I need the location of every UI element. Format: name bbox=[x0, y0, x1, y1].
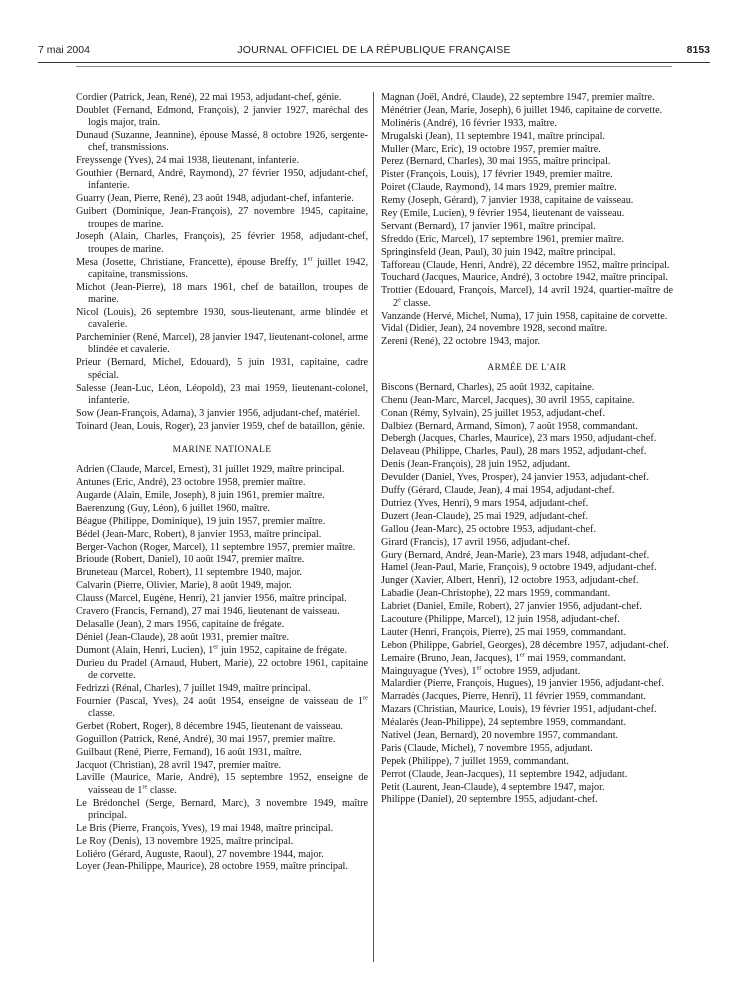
list-item: Calvarin (Pierre, Olivier, Marie), 8 août 1949, major. bbox=[76, 580, 292, 592]
list-item: Le Roy (Denis), 13 novembre 1925, maître principal. bbox=[76, 835, 294, 847]
list-item: Toinard (Jean, Louis, Roger), 23 janvier 1959, chef de bataillon, génie. bbox=[76, 420, 365, 432]
list-item: Sow (Jean-François, Adama), 3 janvier 1956, adjudant-chef, matériel. bbox=[76, 407, 361, 419]
header-subrule bbox=[76, 66, 672, 67]
list-item: Lauter (Henri, François, Pierre), 25 mai 1959, commandant. bbox=[381, 626, 626, 638]
list-item: Loyer (Jean-Philippe, Maurice), 28 octobre 1959, maître principal. bbox=[76, 861, 348, 873]
list-item: Salesse (Jean-Luc, Léon, Léopold), 23 mai 1959, lieutenant-colonel, infanterie. bbox=[76, 382, 368, 406]
list-item: Dunaud (Suzanne, Jeannine), épouse Massé, 8 octobre 1926, sergente-chef, transmissions. bbox=[76, 130, 368, 154]
list-item: Gerbet (Robert, Roger), 8 décembre 1945, lieutenant de vaisseau. bbox=[76, 720, 344, 732]
list-item: Philippe (Daniel), 20 septembre 1955, adjudant-chef. bbox=[381, 794, 598, 806]
list-item: Poiret (Claude, Raymond), 14 mars 1929, premier maître. bbox=[381, 182, 617, 194]
list-item: Molinéris (André), 16 février 1933, maître. bbox=[381, 117, 557, 129]
list-item: Bédel (Jean-Marc, Robert), 8 janvier 1953, maître principal. bbox=[76, 528, 322, 540]
list-item: Malardier (Pierre, François, Hugues), 19 janvier 1956, adjudant-chef. bbox=[381, 678, 664, 690]
list-item: Michot (Jean-Pierre), 18 mars 1961, chef de bataillon, troupes de marine. bbox=[76, 281, 368, 306]
list-item: Rey (Emile, Lucien), 9 février 1954, lieutenant de vaisseau. bbox=[381, 208, 625, 220]
air-entries-list bbox=[381, 382, 673, 807]
list-item: Doublet (Fernand, Edmond, François), 2 janvier 1927, maréchal des logis major, train. bbox=[76, 104, 368, 129]
list-item: Duzert (Jean-Claude), 25 mai 1929, adjudant-chef. bbox=[381, 510, 589, 522]
list-item: Biscons (Bernard, Charles), 25 août 1932, capitaine. bbox=[381, 381, 595, 393]
list-item: Brioude (Robert, Daniel), 10 août 1947, premier maître. bbox=[76, 554, 305, 566]
list-item: Fedrizzi (Rénal, Charles), 7 juillet 1949, maître principal. bbox=[76, 682, 311, 694]
list-item: Lebon (Philippe, Gabriel, Georges), 28 décembre 1957, adjudant-chef. bbox=[381, 639, 669, 651]
header-title: JOURNAL OFFICIEL DE LA RÉPUBLIQUE FRANÇAISE bbox=[237, 44, 511, 56]
list-item: Springinsfeld (Jean, Paul), 30 juin 1942, maître principal. bbox=[381, 246, 616, 258]
list-item: Dumont (Alain, Henri, Lucien), 1er juin 1952, capitaine de frégate. bbox=[76, 643, 347, 656]
list-item: Hamel (Jean-Paul, Marie, François), 9 octobre 1949, adjudant-chef. bbox=[381, 562, 657, 574]
list-item: Delasalle (Jean), 2 mars 1956, capitaine de frégate. bbox=[76, 618, 285, 630]
list-item: Guilbaut (René, Pierre, Fernand), 16 août 1931, maître. bbox=[76, 746, 302, 758]
list-item: Trottier (Edouard, François, Marcel), 14 avril 1924, quartier-maître de 2e classe. bbox=[381, 285, 673, 309]
list-item: Paris (Claude, Michel), 7 novembre 1955, adjudant. bbox=[381, 742, 593, 754]
list-item: Adrien (Claude, Marcel, Ernest), 31 juillet 1929, maître principal. bbox=[76, 464, 345, 476]
list-item: Prieur (Bernard, Michel, Edouard), 5 juin 1931, capitaine, cadre spécial. bbox=[76, 357, 368, 381]
list-item: Déniel (Jean-Claude), 28 août 1931, premier maître. bbox=[76, 631, 290, 643]
list-item: Gallou (Jean-Marc), 25 octobre 1953, adjudant-chef. bbox=[381, 523, 596, 535]
list-item: Debergh (Jacques, Charles, Maurice), 23 mars 1950, adjudant-chef. bbox=[381, 433, 657, 445]
list-item: Pepek (Philippe), 7 juillet 1959, commandant. bbox=[381, 755, 569, 767]
list-item: Duffy (Gérard, Claude, Jean), 4 mai 1954, adjudant-chef. bbox=[381, 485, 615, 497]
list-item: Mrugalski (Jean), 11 septembre 1941, maître principal. bbox=[381, 130, 605, 142]
list-item: Marradès (Jacques, Pierre, Henri), 11 février 1959, commandant. bbox=[381, 691, 646, 703]
list-item: Durieu du Pradel (Arnaud, Hubert, Marie), 22 octobre 1961, capitaine de corvette. bbox=[76, 657, 368, 681]
list-item: Clauss (Marcel, Eugène, Henri), 21 janvier 1956, maître principal. bbox=[76, 593, 347, 605]
list-item: Petit (Laurent, Jean-Claude), 4 septembre 1947, major. bbox=[381, 781, 605, 793]
list-item: Augarde (Alain, Emile, Joseph), 8 juin 1961, premier maître. bbox=[76, 490, 325, 501]
list-item: Béague (Philippe, Dominique), 19 juin 1957, premier maître. bbox=[76, 515, 326, 527]
section-heading-air: ARMÉE DE L'AIR bbox=[487, 362, 567, 373]
list-item: Freyssenge (Yves), 24 mai 1938, lieutenant, infanterie. bbox=[76, 155, 300, 167]
list-item: Mesa (Josette, Christiane, Francette), épouse Breffy, 1er juillet 1942, capitaine, transmissions. bbox=[76, 255, 368, 280]
list-item: Guarry (Jean, Pierre, René), 23 août 1948, adjudant-chef, infanterie. bbox=[76, 193, 354, 205]
list-item: Zereni (René), 22 octobre 1943, major. bbox=[381, 336, 540, 348]
list-item: Guibert (Dominique, Jean-François), 27 novembre 1945, capitaine, troupes de marine. bbox=[76, 206, 368, 230]
list-item: Berger-Vachon (Roger, Marcel), 11 septembre 1957, premier maître. bbox=[76, 541, 356, 553]
right-entries-list bbox=[381, 92, 673, 349]
list-item: Conan (Rémy, Sylvain), 25 juillet 1953, adjudant-chef. bbox=[381, 407, 605, 419]
list-item: Pister (François, Louis), 17 février 1949, premier maître. bbox=[381, 169, 613, 181]
list-item: Bruneteau (Marcel, Robert), 11 septembre 1940, major. bbox=[76, 567, 302, 579]
list-item: Gury (Bernard, André, Jean-Marie), 23 mars 1948, adjudant-chef. bbox=[381, 549, 650, 561]
list-item: Remy (Joseph, Gérard), 7 janvier 1938, capitaine de vaisseau. bbox=[381, 195, 634, 207]
list-item: Touchard (Jacques, Maurice, André), 3 octobre 1942, maître principal. bbox=[381, 272, 668, 284]
list-item: Denis (Jean-François), 28 juin 1952, adjudant. bbox=[381, 459, 570, 471]
list-item: Devulder (Daniel, Yves, Prosper), 24 janvier 1953, adjudant-chef. bbox=[381, 472, 649, 484]
right-column bbox=[381, 92, 673, 807]
list-item: Vidal (Didier, Jean), 24 novembre 1928, second maître. bbox=[381, 323, 608, 335]
list-item: Magnan (Joël, André, Claude), 22 septembre 1947, premier maître. bbox=[381, 92, 655, 103]
list-item: Cordier (Patrick, Jean, René), 22 mai 1953, adjudant-chef, génie. bbox=[76, 92, 342, 103]
list-item: Labadie (Jean-Christophe), 22 mars 1959, commandant. bbox=[381, 588, 611, 600]
list-item: Dutriez (Yves, Henri), 9 mars 1954, adjudant-chef. bbox=[381, 497, 589, 509]
list-item: Goguillon (Patrick, René, André), 30 mai 1957, premier maître. bbox=[76, 733, 336, 745]
list-item: Delaveau (Philippe, Charles, Paul), 28 mars 1952, adjudant-chef. bbox=[381, 446, 647, 458]
page-header bbox=[38, 44, 710, 60]
left-column bbox=[76, 92, 368, 874]
header-date: 7 mai 2004 bbox=[38, 44, 90, 56]
list-item: Servant (Bernard), 17 janvier 1961, maître principal. bbox=[381, 220, 596, 232]
list-item: Girard (Francis), 17 avril 1956, adjudant-chef. bbox=[381, 536, 570, 548]
list-item: Sfreddo (Eric, Marcel), 17 septembre 1961, premier maître. bbox=[381, 233, 624, 245]
column-divider bbox=[373, 92, 374, 962]
list-item: Nicol (Louis), 26 septembre 1930, sous-lieutenant, arme blindée et cavalerie. bbox=[76, 306, 368, 331]
list-item: Mainguyague (Yves), 1er octobre 1959, adjudant. bbox=[381, 664, 581, 677]
list-item: Vanzande (Hervé, Michel, Numa), 17 juin 1958, capitaine de corvette. bbox=[381, 310, 668, 322]
list-item: Baerenzung (Guy, Léon), 6 juillet 1960, maître. bbox=[76, 502, 270, 514]
list-item: Cravero (Francis, Fernand), 27 mai 1946, lieutenant de vaisseau. bbox=[76, 606, 340, 618]
list-item: Muller (Marc, Eric), 19 octobre 1957, premier maître. bbox=[381, 143, 601, 155]
list-item: Nativel (Jean, Bernard), 20 novembre 1957, commandant. bbox=[381, 729, 619, 741]
list-item: Fournier (Pascal, Yves), 24 août 1954, enseigne de vaisseau de 1re classe. bbox=[76, 694, 368, 719]
list-item: Parcheminier (René, Marcel), 28 janvier 1947, lieutenant-colonel, arme blindée et cavalerie. bbox=[76, 332, 368, 356]
left-entries-list bbox=[76, 92, 368, 433]
list-item: Lemaire (Bruno, Jean, Jacques), 1er mai 1959, commandant. bbox=[381, 651, 626, 664]
list-item: Dalbiez (Bernard, Armand, Simon), 7 août 1958, commandant. bbox=[381, 420, 638, 432]
list-item: Antunes (Eric, André), 23 octobre 1958, premier maître. bbox=[76, 477, 306, 489]
list-item: Joseph (Alain, Charles, François), 25 février 1958, adjudant-chef, troupes de marine. bbox=[76, 231, 368, 255]
list-item: Ménétrier (Jean, Marie, Joseph), 6 juillet 1946, capitaine de corvette. bbox=[381, 104, 663, 116]
list-item: Jacquot (Christian), 28 avril 1947, premier maître. bbox=[76, 759, 282, 771]
list-item: Méalarès (Jean-Philippe), 24 septembre 1959, commandant. bbox=[381, 717, 626, 729]
list-item: Loliéro (Gérard, Auguste, Raoul), 27 novembre 1944, major. bbox=[76, 848, 324, 860]
header-page-number: 8153 bbox=[686, 44, 710, 56]
list-item: Labriet (Daniel, Emile, Robert), 27 janvier 1956, adjudant-chef. bbox=[381, 601, 642, 613]
list-item: Chenu (Jean-Marc, Marcel, Jacques), 30 avril 1955, capitaine. bbox=[381, 394, 635, 406]
list-item: Le Bris (Pierre, François, Yves), 19 mai 1948, maître principal. bbox=[76, 822, 334, 834]
list-item: Junger (Xavier, Albert, Henri), 12 octobre 1953, adjudant-chef. bbox=[381, 575, 639, 587]
list-item: Le Brédonchel (Serge, Bernard, Marc), 3 novembre 1949, maître principal. bbox=[76, 797, 368, 821]
section-heading-marine: MARINE NATIONALE bbox=[172, 444, 272, 455]
list-item: Perez (Bernard, Charles), 30 mai 1955, maître principal. bbox=[381, 156, 611, 168]
marine-entries-list bbox=[76, 464, 368, 874]
list-item: Perrot (Claude, Jean-Jacques), 11 septembre 1942, adjudant. bbox=[381, 768, 628, 780]
list-item: Lacouture (Philippe, Marcel), 12 juin 1958, adjudant-chef. bbox=[381, 613, 620, 625]
list-item: Gouthier (Bernard, André, Raymond), 27 février 1950, adjudant-chef, infanterie. bbox=[76, 168, 368, 192]
list-item: Mazars (Christian, Maurice, Louis), 19 février 1951, adjudant-chef. bbox=[381, 704, 657, 716]
header-rule bbox=[38, 62, 710, 63]
list-item: Tafforeau (Claude, Henri, André), 22 décembre 1952, maître principal. bbox=[381, 259, 670, 271]
list-item: Laville (Maurice, Marie, André), 15 septembre 1952, enseigne de vaisseau de 1re classe. bbox=[76, 772, 368, 796]
